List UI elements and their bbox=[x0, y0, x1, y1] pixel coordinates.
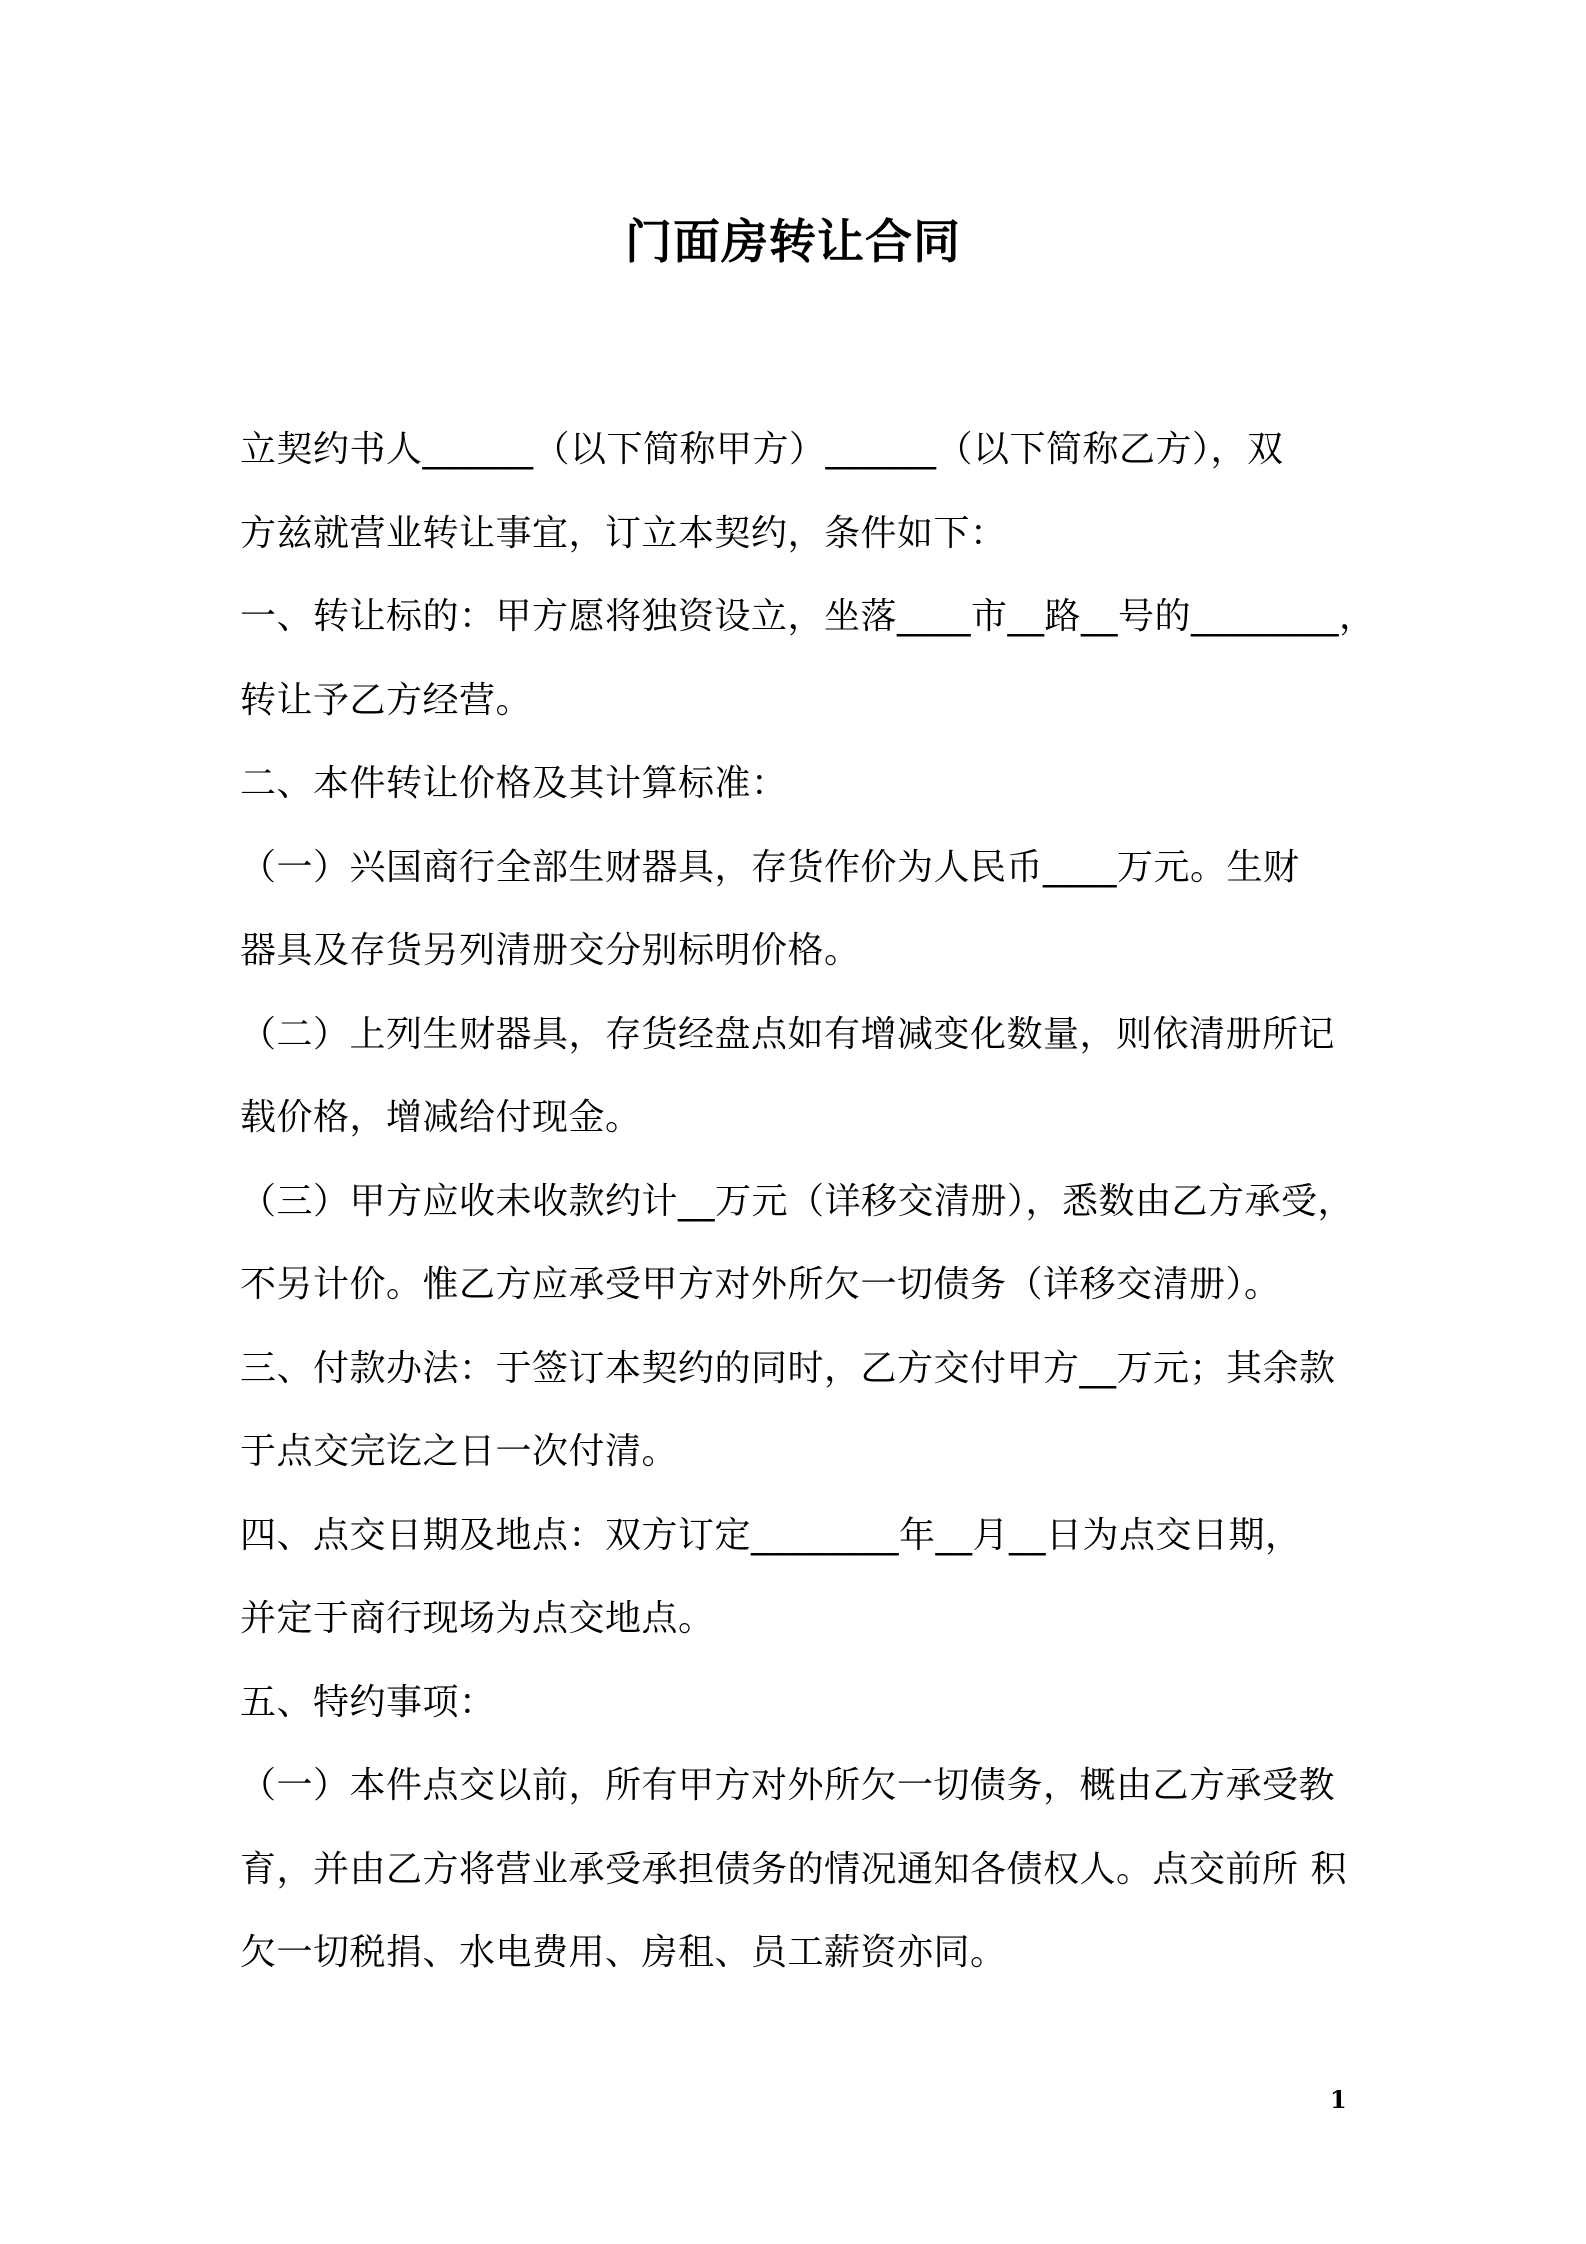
body-line: 欠一切税捐、水电费用、房租、员工薪资亦同。 bbox=[240, 1932, 1007, 1973]
body-line: 二、本件转让价格及其计算标准： bbox=[240, 763, 788, 804]
body-line: （一）兴国商行全部生财器具，存货作价为人民币____万元。生财 bbox=[240, 846, 1300, 888]
body-line: 五、特约事项： bbox=[240, 1681, 496, 1723]
body-line: 立契约书人______（以下简称甲方）______（以下简称乙方），双 bbox=[240, 429, 1284, 470]
body-line: 方兹就营业转让事宜，订立本契约，条件如下： bbox=[240, 512, 1007, 554]
body-line: （一）本件点交以前，所有甲方对外所欠一切债务，概由乙方承受教 bbox=[240, 1765, 1336, 1806]
body-line: 育，并由乙方将营业承受承担债务的情况通知各债权人。点交前所 积 bbox=[240, 1848, 1347, 1890]
body-line: 一、转让标的：甲方愿将独资设立，坐落____市__路__号的________， bbox=[240, 596, 1376, 637]
body-line: （三）甲方应收未收款约计__万元（详移交清册），悉数由乙方承受， bbox=[240, 1180, 1355, 1222]
document-title: 门面房转让合同 bbox=[625, 215, 961, 270]
body-line: 三、付款办法：于签订本契约的同时，乙方交付甲方__万元；其余款 bbox=[240, 1347, 1336, 1389]
body-line: 四、点交日期及地点：双方订定________年__月__日为点交日期， bbox=[240, 1514, 1302, 1556]
body-line: 不另计价。惟乙方应承受甲方对外所欠一切债务（详移交清册）。 bbox=[240, 1264, 1281, 1305]
body-line: （二）上列生财器具，存货经盘点如有增减变化数量，则依清册所记 bbox=[240, 1013, 1336, 1055]
body-line: 并定于商行现场为点交地点。 bbox=[240, 1598, 715, 1639]
page-number: 1 bbox=[1330, 2085, 1347, 2114]
contract-body bbox=[240, 408, 1376, 1995]
body-line: 载价格，增减给付现金。 bbox=[240, 1097, 642, 1138]
body-line: 转让予乙方经营。 bbox=[240, 679, 533, 721]
body-line: 于点交完讫之日一次付清。 bbox=[240, 1431, 679, 1472]
body-line: 器具及存货另列清册交分别标明价格。 bbox=[240, 930, 861, 971]
